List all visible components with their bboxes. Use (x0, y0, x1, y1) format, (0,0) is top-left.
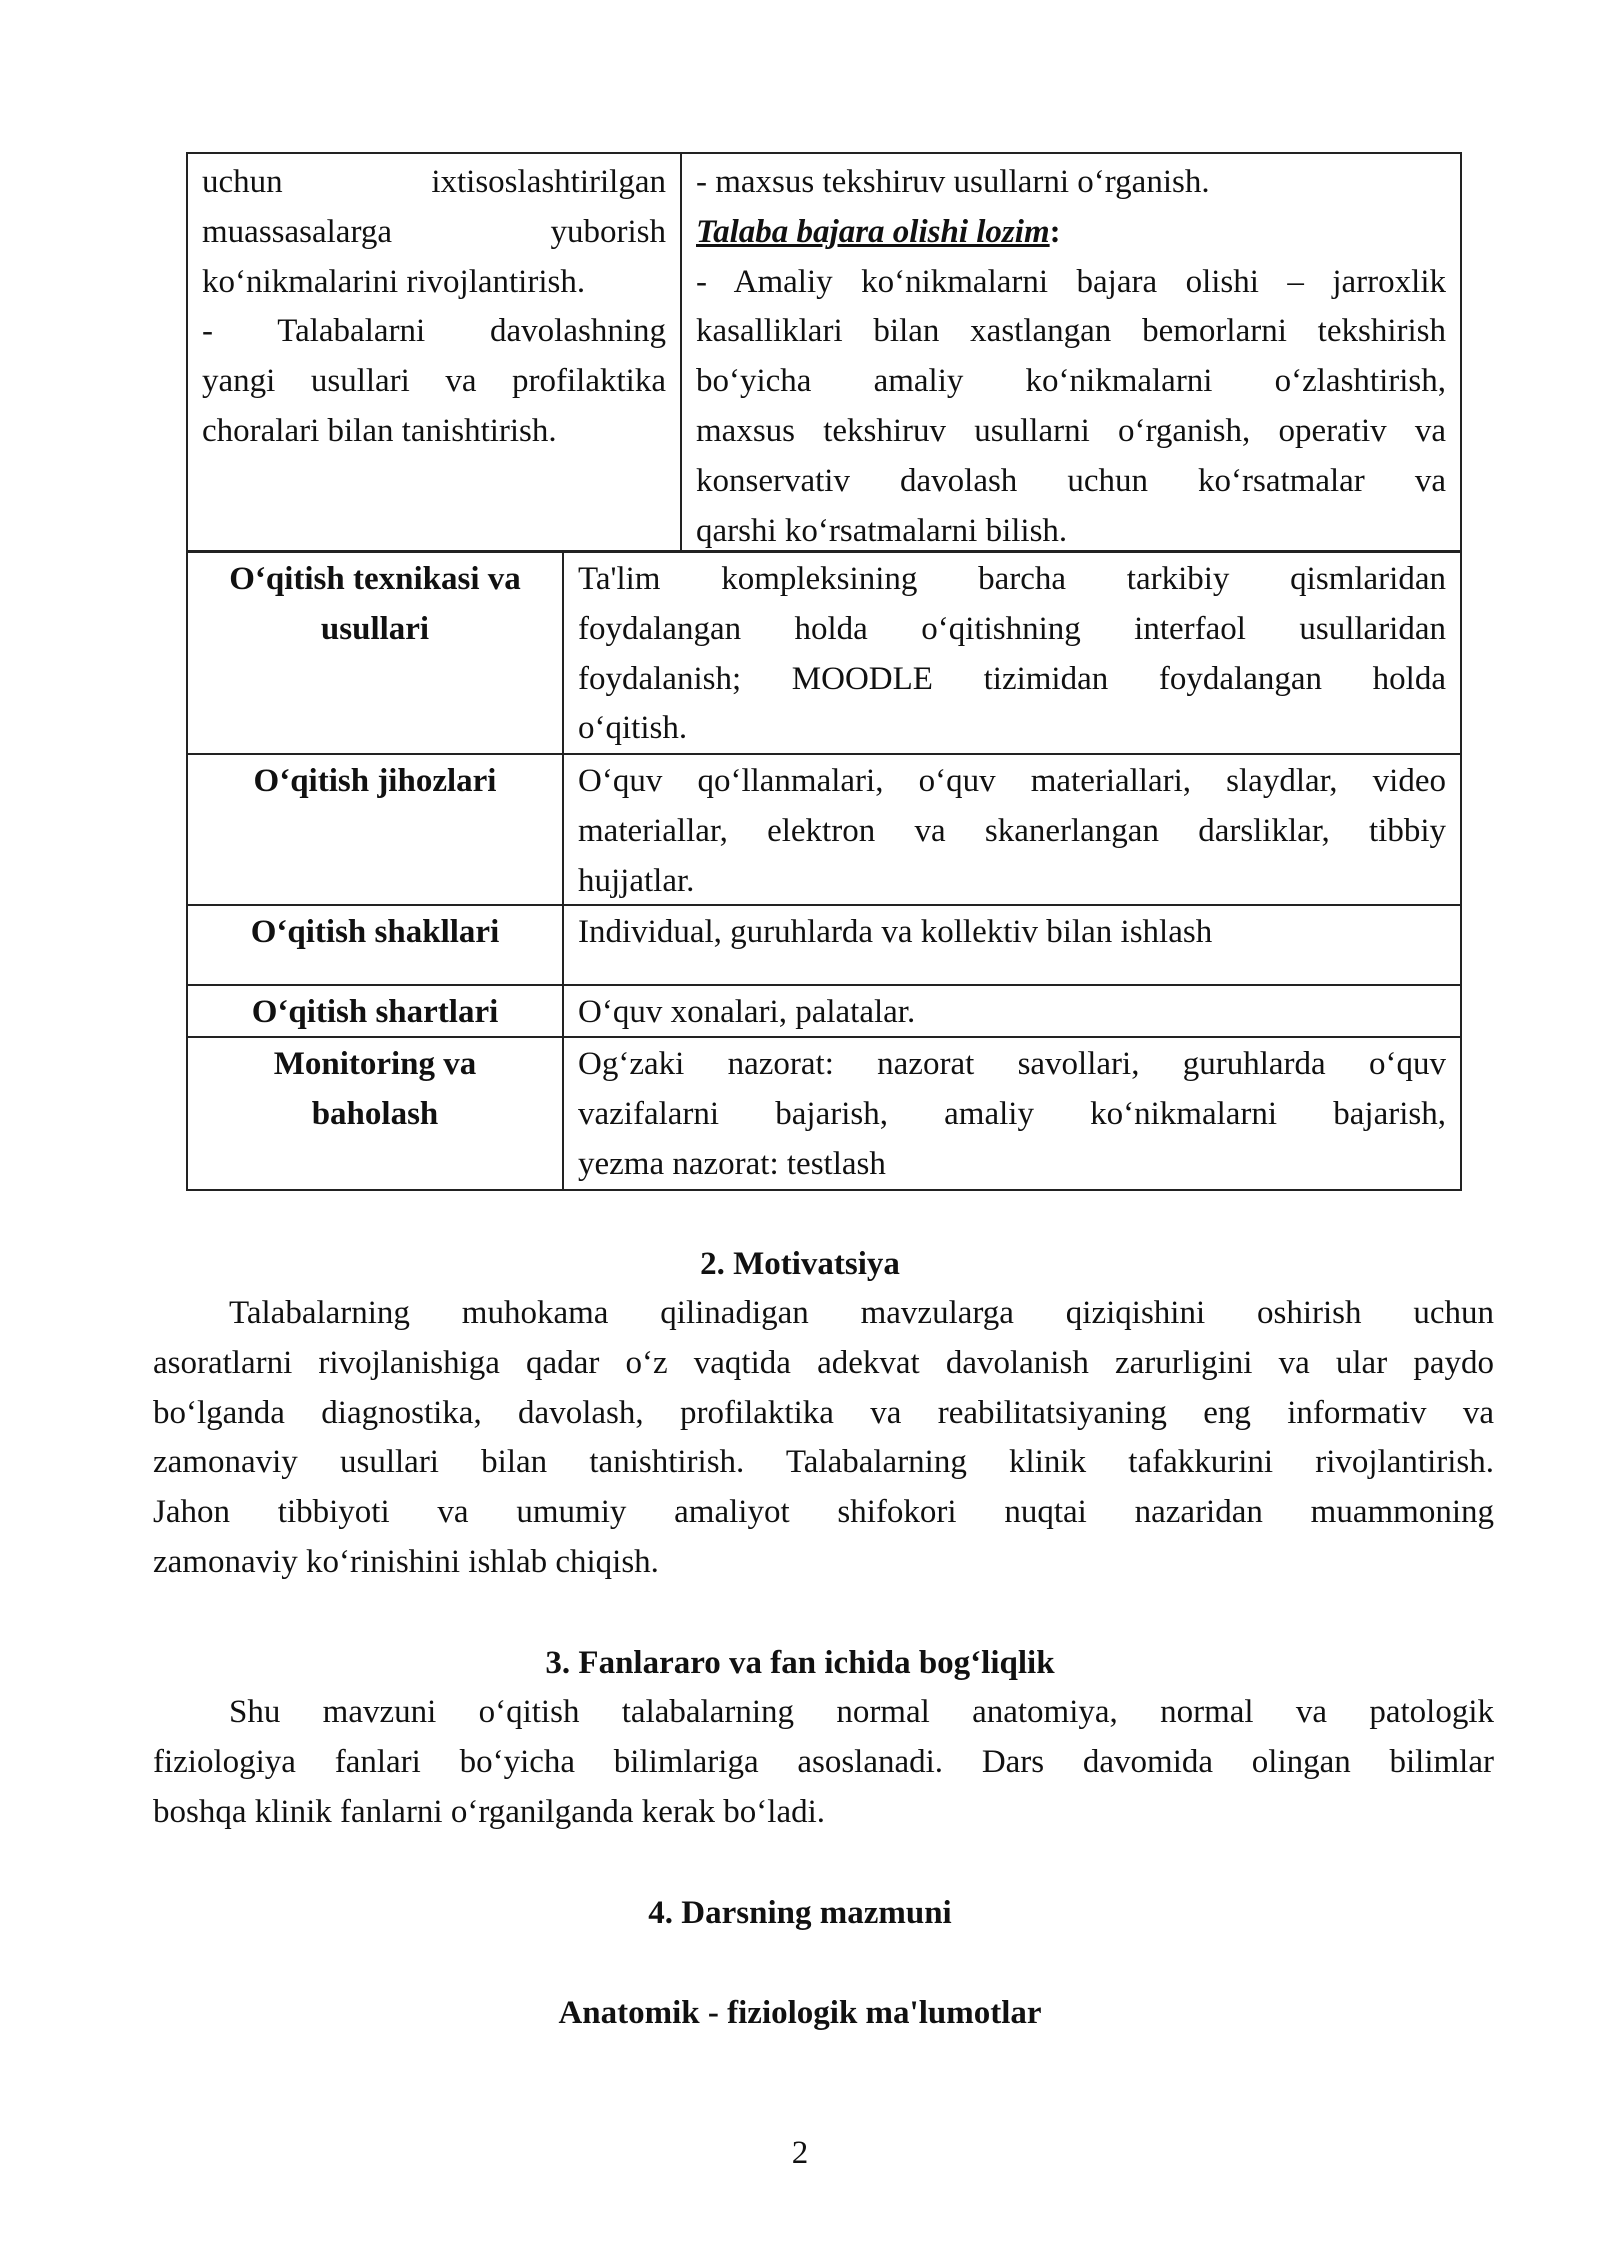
objectives-right-cell (682, 154, 1460, 550)
table-row-techniques (188, 551, 1460, 753)
left-line-6: choralari bilan tanishtirish. (202, 412, 557, 449)
student-must-label: Talaba bajara olishi lozim (696, 213, 1050, 250)
objectives-left-cell (188, 154, 682, 550)
right-line-6: qarshi ko‘rsatmalarni bilish. (696, 512, 1068, 549)
row-value-line: o‘qitish. (578, 710, 688, 747)
row-label (188, 906, 564, 984)
right-line-4: maxsus tekshiruv usullarni o‘rganish, operativ va (696, 412, 1446, 449)
row-label (188, 986, 564, 1036)
page-number: 2 (791, 2135, 809, 2171)
left-line-1: uchun ixtisoslashtirilgan (202, 164, 666, 200)
left-line-3: ko‘nikmalarini rivojlantirish. (202, 263, 586, 300)
row-label-line: baholash (311, 1095, 439, 1132)
student-must-heading (696, 208, 1446, 258)
row-value-line: foydalangan holda o‘qitishning interfaol usullaridan (578, 610, 1446, 647)
row-value-line: Og‘zaki nazorat: nazorat savollari, guruhlarda o‘quv (578, 1046, 1446, 1082)
row-label (188, 553, 564, 753)
row-label (188, 1038, 564, 1189)
row-value-line: Individual, guruhlarda va kollektiv bilan ishlash (578, 914, 1213, 950)
row-value-line: yezma nazorat: testlash (578, 1145, 886, 1182)
row-value-line: materiallar, elektron va skanerlangan darsliklar, tibbiy (578, 812, 1446, 849)
subsection-title-anatomy: Anatomik - fiziologik ma'lumotlar (558, 1995, 1042, 2031)
paragraph-line: bo‘lganda diagnostika, davolash, profilaktika va reabilitatsiyaning eng informativ va (153, 1394, 1494, 1431)
row-value-line: O‘quv qo‘llanmalari, o‘quv materiallari, slaydlar, video (578, 763, 1446, 799)
paragraph-line: asoratlarni rivojlanishiga qadar o‘z vaqtida adekvat davolanish zarurligini va ular paydo (153, 1344, 1494, 1381)
row-value (564, 755, 1460, 904)
row-value (564, 906, 1460, 984)
paragraph-line: zamonaviy ko‘rinishini ishlab chiqish. (153, 1543, 659, 1580)
motivation-paragraph (153, 1289, 1494, 1588)
right-line-1: - Amaliy ko‘nikmalarni bajara olishi – jarroxlik (696, 263, 1446, 300)
row-value (564, 1038, 1460, 1189)
table-row-forms (188, 904, 1460, 984)
right-line-3: bo‘yicha amaliy ko‘nikmalarni o‘zlashtirish, (696, 363, 1446, 400)
row-label (188, 755, 564, 904)
interdisciplinary-paragraph (153, 1688, 1494, 1837)
right-line-5: konservativ davolash uchun ko‘rsatmalar va (696, 462, 1446, 499)
paragraph-line: Talabalarning muhokama qilinadigan mavzularga qiziqishini oshirish uchun (229, 1295, 1494, 1331)
paragraph-line: fiziologiya fanlari bo‘yicha bilimlariga asoslanadi. Dars davomida olingan bilimlar (153, 1743, 1494, 1780)
left-line-2: muassasalarga yuborish (202, 213, 666, 250)
row-value-line: O‘quv xonalari, palatalar. (578, 994, 916, 1030)
paragraph-line: Shu mavzuni o‘qitish talabalarning normal anatomiya, normal va patologik (229, 1694, 1494, 1730)
row-label-line: O‘qitish shartlari (251, 994, 499, 1030)
row-value-line: vazifalarni bajarish, amaliy ko‘nikmalarni bajarish, (578, 1095, 1446, 1132)
table-row-conditions (188, 984, 1460, 1036)
row-value (564, 553, 1460, 753)
table-row-equipment (188, 753, 1460, 904)
right-line-2: kasalliklari bilan xastlangan bemorlarni tekshirish (696, 313, 1446, 350)
paragraph-line: boshqa klinik fanlarni o‘rganilganda kerak bo‘ladi. (153, 1793, 826, 1830)
row-label-line: usullari (320, 610, 430, 647)
objectives-table (186, 152, 1462, 552)
paragraph-line: zamonaviy usullari bilan tanishtirish. Talabalarning klinik tafakkurini rivojlantirish. (153, 1444, 1494, 1481)
left-line-5: yangi usullari va profilaktika (202, 363, 666, 400)
row-value-line: foydalanish; MOODLE tizimidan foydalangan holda (578, 660, 1446, 697)
row-label-line: O‘qitish shakllari (250, 914, 500, 950)
paragraph-line: Jahon tibbiyoti va umumiy amaliyot shifokori nuqtai nazaridan muammoning (153, 1494, 1494, 1531)
row-label-line: O‘qitish jihozlari (253, 763, 497, 799)
row-value (564, 986, 1460, 1036)
section-title-motivation: 2. Motivatsiya (700, 1246, 900, 1282)
table-row-monitoring (188, 1036, 1460, 1189)
section-title-interdisciplinary: 3. Fanlararo va fan ichida bog‘liqlik (545, 1645, 1055, 1681)
section-title-lesson-content: 4. Darsning mazmuni (648, 1895, 952, 1931)
row-value-line: Ta'lim kompleksining barcha tarkibiy qismlaridan (578, 561, 1446, 597)
row-label-line: O‘qitish texnikasi va (229, 561, 521, 597)
row-label-line: Monitoring va (273, 1046, 477, 1082)
row-value-line: hujjatlar. (578, 862, 695, 899)
right-first-line: - maxsus tekshiruv usullarni o‘rganish. (696, 164, 1210, 200)
teaching-table (186, 551, 1462, 1191)
student-must-colon: : (1049, 213, 1061, 250)
left-line-4: - Talabalarni davolashning (202, 313, 666, 350)
